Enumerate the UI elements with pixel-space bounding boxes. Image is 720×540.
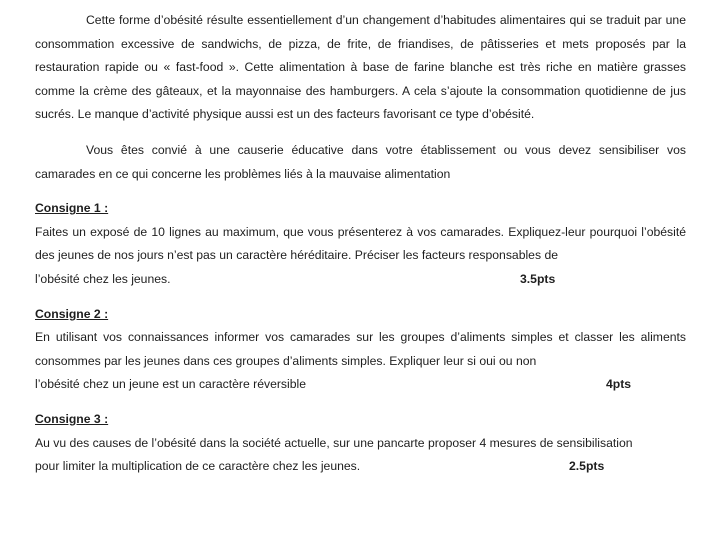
consigne-3-title: Consigne 3 : xyxy=(35,411,109,426)
consigne-1-title: Consigne 1 : xyxy=(35,201,109,216)
consigne-3-last-line-row xyxy=(35,455,686,479)
document-page xyxy=(35,9,686,479)
consigne-2-last-line: l’obésité chez un jeune est un caractère réversible xyxy=(35,377,306,392)
consigne-3 xyxy=(35,408,686,479)
consigne-1-last-line-row xyxy=(35,268,686,292)
consigne-3-points: 2.5pts xyxy=(569,459,605,474)
consigne-1-points: 3.5pts xyxy=(520,271,556,286)
consigne-3-text: Au vu des causes de l’obésité dans la société actuelle, sur une pancarte proposer 4 mesures de sensibilisation xyxy=(35,435,633,450)
consigne-3-last-line: pour limiter la multiplication de ce caractère chez les jeunes. xyxy=(35,459,361,474)
consigne-1 xyxy=(35,197,686,291)
intro-paragraph-1: Cette forme d’obésité résulte essentiellement d’un changement d’habitudes alimentaires qui se traduit par une consommation excessive de sandwichs, de pizza, de frite, de friandises, de pâtisseries et mets proposés par la restauration rapide ou « fast-food ». Cette alimentation à base de farine blanche est très riche en matière grasses comme la crème des gâteaux, et la mayonnaise des hamburgers. A cela s’ajoute la consommation quotidienne de jus sucrés. Le manque d’activité physique aussi est un des facteurs favorisant ce type d’obésité. xyxy=(35,13,686,122)
consigne-1-last-line: l’obésité chez les jeunes. xyxy=(35,271,171,286)
consigne-2-text: En utilisant vos connaissances informer vos camarades sur les groupes d’aliments simples et classer les aliments consommes par les jeunes dans ces groupes d’aliments simples. Expliquer leur si oui ou non xyxy=(35,330,686,368)
consigne-2 xyxy=(35,303,686,397)
consigne-2-last-line-row xyxy=(35,373,686,397)
intro-paragraph-2: Vous êtes convié à une causerie éducative dans votre établissement ou vous devez sensibiliser vos camarades en ce qui concerne les problèmes liés à la mauvaise alimentation xyxy=(35,142,686,181)
consigne-2-title: Consigne 2 : xyxy=(35,306,109,321)
consigne-2-points: 4pts xyxy=(606,377,632,392)
consigne-1-text: Faites un exposé de 10 lignes au maximum, que vous présenterez à vos camarades. Expliquez-leur pourquoi l’obésité des jeunes de nos jours n’est pas un caractère héréditaire. Préciser les facteurs responsables de xyxy=(35,224,686,263)
